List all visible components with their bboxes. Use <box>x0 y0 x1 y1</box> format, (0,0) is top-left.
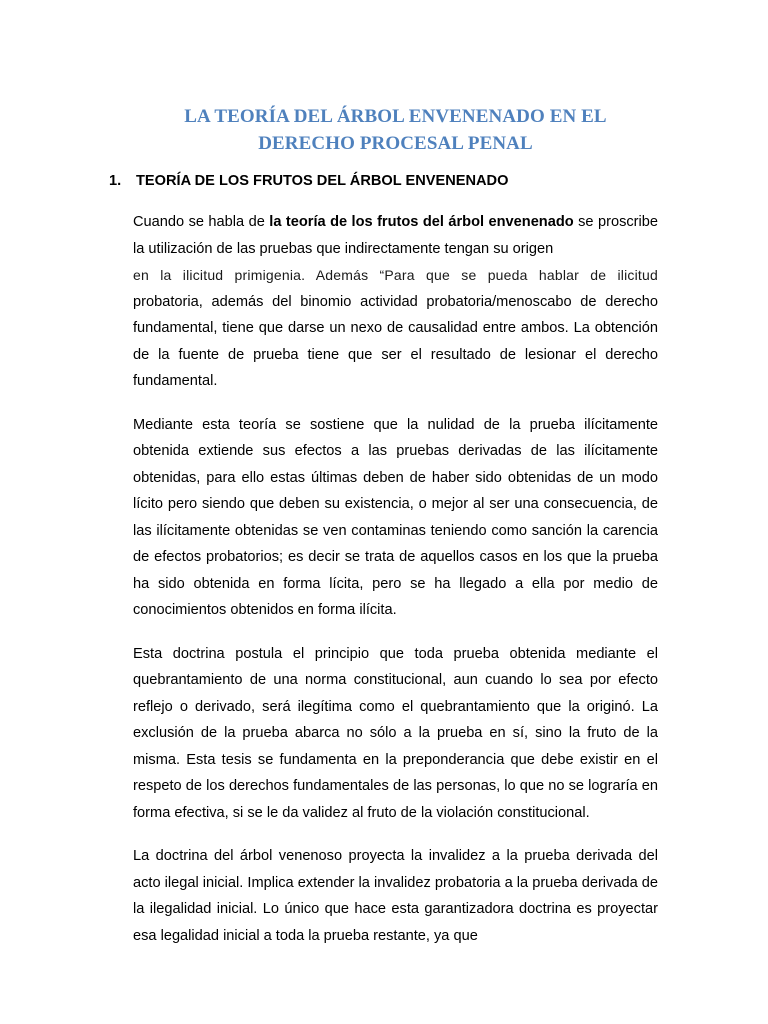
paragraph-1-quoted-line: en la ilicitud primigenia. Además “Para que se pueda hablar de ilicitud <box>133 267 658 283</box>
paragraph-1-after: probatoria, además del binomio actividad probatoria/menoscabo de derecho fundamental, tiene que darse un nexo de causalidad entre ambos. La obtención de la fuente de prueba tiene que ser el resultado de lesionar el derecho fundamental. <box>133 293 658 389</box>
title-line-1: LA TEORÍA DEL ÁRBOL ENVENENADO EN EL <box>184 106 607 127</box>
section-heading-text: TEORÍA DE LOS FRUTOS DEL ÁRBOL ENVENENADO <box>136 173 509 189</box>
paragraph-1-bold: la teoría de los frutos del árbol envenenado <box>269 214 574 230</box>
paragraph-2: Mediante esta teoría se sostiene que la nulidad de la prueba ilícitamente obtenida extiende sus efectos a las pruebas derivadas de las ilícitamente obtenidas, para ello estas últimas deben de haber sido obtenidas de un modo lícito pero siendo que deben su existencia, o mejor al ser una consecuencia, de las ilícitamente obtenidas se ven contaminas teniendo como sanción la carencia de efectos probatorios; es decir se trata de aquellos casos en los que la prueba ha sido obtenida en forma lícita, pero se ha llegado a ella por medio de conocimientos obtenidos en forma ilícita. <box>133 416 658 618</box>
paragraph-1 <box>133 209 658 395</box>
paragraph-1-lead: Cuando se habla de <box>133 214 270 230</box>
paragraph-4: La doctrina del árbol venenoso proyecta la invalidez a la prueba derivada del acto ilegal inicial. Implica extender la invalidez probatoria a la prueba derivada de la ilegalidad inicial. Lo único que hace esta garantizadora doctrina es proyectar esa legalidad inicial a toda la prueba restante, ya que <box>133 848 658 944</box>
section-number: 1. <box>109 173 122 189</box>
section-heading <box>109 170 658 192</box>
paragraph-1-rest: se proscribe la utilización de las pruebas que indirectamente tengan su origen <box>133 214 658 257</box>
title-line-2: DERECHO PROCESAL PENAL <box>258 133 533 154</box>
document-title <box>133 0 658 157</box>
paragraph-3: Esta doctrina postula el principio que toda prueba obtenida mediante el quebrantamiento de una norma constitucional, aun cuando lo sea por efecto reflejo o derivado, será ilegítima como el quebrantamiento que la originó. La exclusión de la prueba abarca no sólo a la prueba en sí, sino la fruto de la misma. Esta tesis se fundamenta en la preponderancia que debe existir en el respeto de los derechos fundamentales de las personas, lo que no se lograría en forma efectiva, si se le da validez al fruto de la violación constitucional. <box>133 645 658 821</box>
